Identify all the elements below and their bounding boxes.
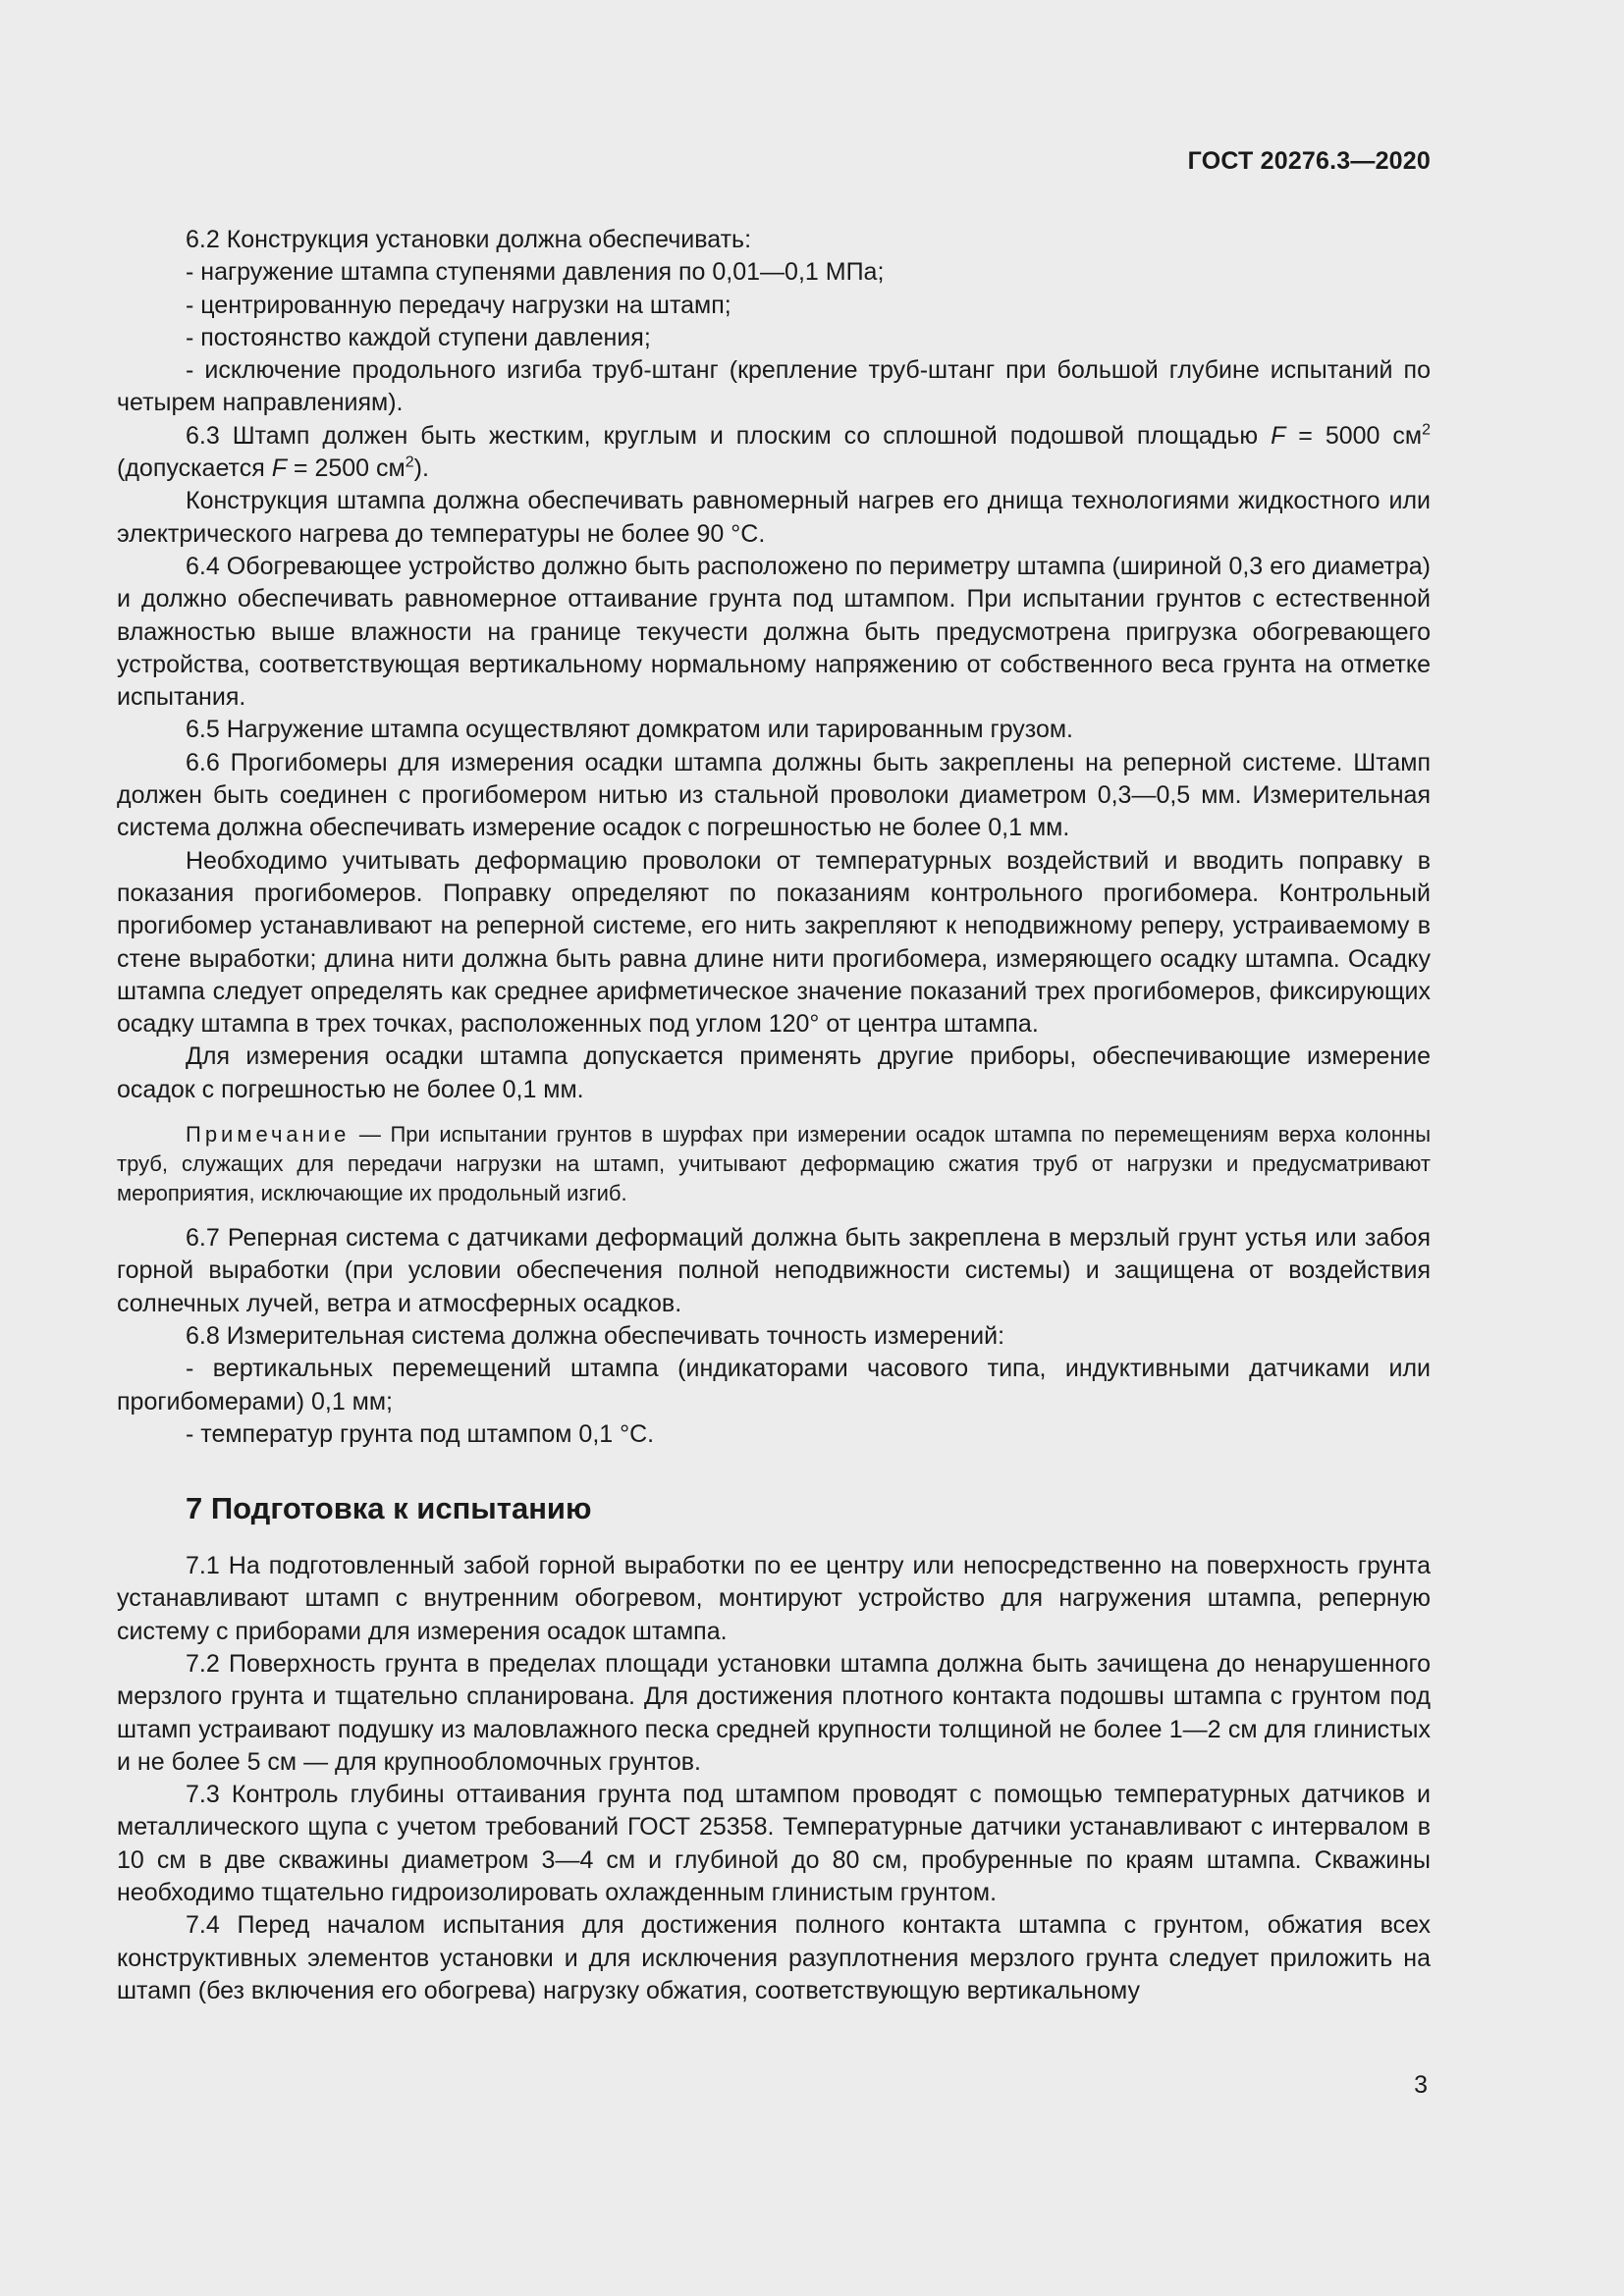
paragraph-6-2: 6.2 Конструкция установки должна обеспечивать: — [186, 226, 752, 253]
page-number: 3 — [1414, 2071, 1428, 2099]
list-item: - нагружение штампа ступенями давления по 0,01—0,1 МПа; — [186, 258, 885, 287]
paragraph-6-6: 6.6 Прогибомеры для измерения осадки штампа должны быть закреплены на реперной системе. Штамп должен быть соединен с прогибомером нитью из стальной проволоки диаметром 0,3—0,5 мм. Измерительная система должна обеспечивать измерение осадок с погрешностью не более 0,1 мм. — [117, 748, 1431, 842]
note — [117, 1120, 1431, 1208]
paragraph-6-6-other-devices: Для измерения осадки штампа допускается применять другие приборы, обеспечивающие измерение осадок с погрешностью не более 0,1 мм. — [117, 1042, 1431, 1103]
paragraph-6-7: 6.7 Реперная система с датчиками деформаций должна быть закреплена в мерзлый грунт устья или забоя горной выработки (при условии обеспечения полной неподвижности системы) и защищена от воздействия солнечных лучей, ветра и атмосферных осадков. — [117, 1224, 1431, 1317]
paragraph-6-5: 6.5 Нагружение штампа осуществляют домкратом или тарированным грузом. — [186, 716, 1073, 744]
section-7-heading: 7 Подготовка к испытанию — [186, 1491, 592, 1526]
paragraph-7-3: 7.3 Контроль глубины оттаивания грунта под штампом проводят с помощью температурных датчиков и металлического щупа с учетом требований ГОСТ 25358. Температурные датчики устанавливают с интервалом в 10 см в две скважины диаметром 3—4 см и глубиной до 80 см, пробуренные по краям штампа. Скважины необходимо тщательно гидроизолировать охлажденным глинистым грунтом. — [117, 1781, 1431, 1907]
list-item: - вертикальных перемещений штампа (индикаторами часового типа, индуктивными датчиками или прогибомерами) 0,1 мм; — [117, 1355, 1431, 1415]
paragraph-6-8: 6.8 Измерительная система должна обеспечивать точность измерений: — [186, 1321, 1005, 1350]
list-item: - постоянство каждой ступени давления; — [186, 323, 651, 351]
paragraph-7-1: 7.1 На подготовленный забой горной выработки по ее центру или непосредственно на поверхность грунта устанавливают штамп с внутренним обогревом, монтируют устройство для нагружения штампа, реперную систему с приборами для измерения осадок штампа. — [117, 1552, 1431, 1645]
paragraph-6-3: 6.3 Штамп должен быть жестким, круглым и плоским со сплошной подошвой площадью F = 5000 $см^2$ (допускается F = 2500 $см^2$). — [117, 421, 1431, 483]
paragraph-7-4: 7.4 Перед началом испытания для достижения полного контакта штампа с грунтом, обжатия всех конструктивных элементов установки и для исключения разуплотнения мерзлого грунта следует приложить на штамп (без включения его обогрева) нагрузку обжатия, соответствующую вертикальному — [117, 1911, 1431, 2004]
paragraph-6-4: 6.4 Обогревающее устройство должно быть расположено по периметру штампа (шириной 0,3 его диаметра) и должно обеспечивать равномерное оттаивание грунта под штампом. При испытании грунтов с естественной влажностью выше влажности на границе текучести должна быть предусмотрена пригрузка обогревающего устройства, соответствующая вертикальному нормальному напряжению от собственного веса грунта на отметке испытания. — [117, 552, 1431, 712]
note-text: — При испытании грунтов в шурфах при измерении осадок штампа по перемещениям верха колонны труб, служащих для передачи нагрузки на штамп, учитывают деформацию сжатия труб от нагрузки и предусматривают мероприятия, исключающие их продольный изгиб. — [117, 1122, 1431, 1206]
paragraph-6-3-construction: Конструкция штампа должна обеспечивать равномерный нагрев его днища технологиями жидкостного или электрического нагрева до температуры не более 90 °С. — [117, 487, 1431, 548]
list-item: - температур грунта под штампом 0,1 °С. — [186, 1419, 655, 1448]
list-item: - исключение продольного изгиба труб-штанг (крепление труб-штанг при большой глубине испытаний по четырем направлениям). — [117, 356, 1431, 417]
document-header: ГОСТ 20276.3—2020 — [1187, 147, 1431, 175]
paragraph-6-6-correction: Необходимо учитывать деформацию проволоки от температурных воздействий и вводить поправку в показания прогибомеров. Поправку определяют по показаниям контрольного прогибомера. Контрольный прогибомер устанавливают на реперной системе, его нить закрепляют к неподвижному реперу, устраиваемому в стене выработки; длина нити должна быть равна длине нити прогибомера, измеряющего осадку штампа. Осадку штампа следует определять как среднее арифметическое значение показаний трех прогибомеров, фиксирующих осадку штампа в трех точках, расположенных под углом 120° от центра штампа. — [117, 846, 1431, 1039]
paragraph-7-2: 7.2 Поверхность грунта в пределах площади установки штампа должна быть зачищена до ненарушенного мерзлого грунта и тщательно спланирована. Для достижения плотного контакта подошвы штампа с грунтом под штамп устраивают подушку из маловлажного песка средней крупности толщиной не более 1—2 см для глинистых и не более 5 см — для крупнообломочных грунтов. — [117, 1649, 1431, 1776]
document-body — [117, 224, 1431, 2007]
list-item: - центрированную передачу нагрузки на штамп; — [186, 291, 731, 319]
note-label: Примечание — [186, 1122, 351, 1148]
